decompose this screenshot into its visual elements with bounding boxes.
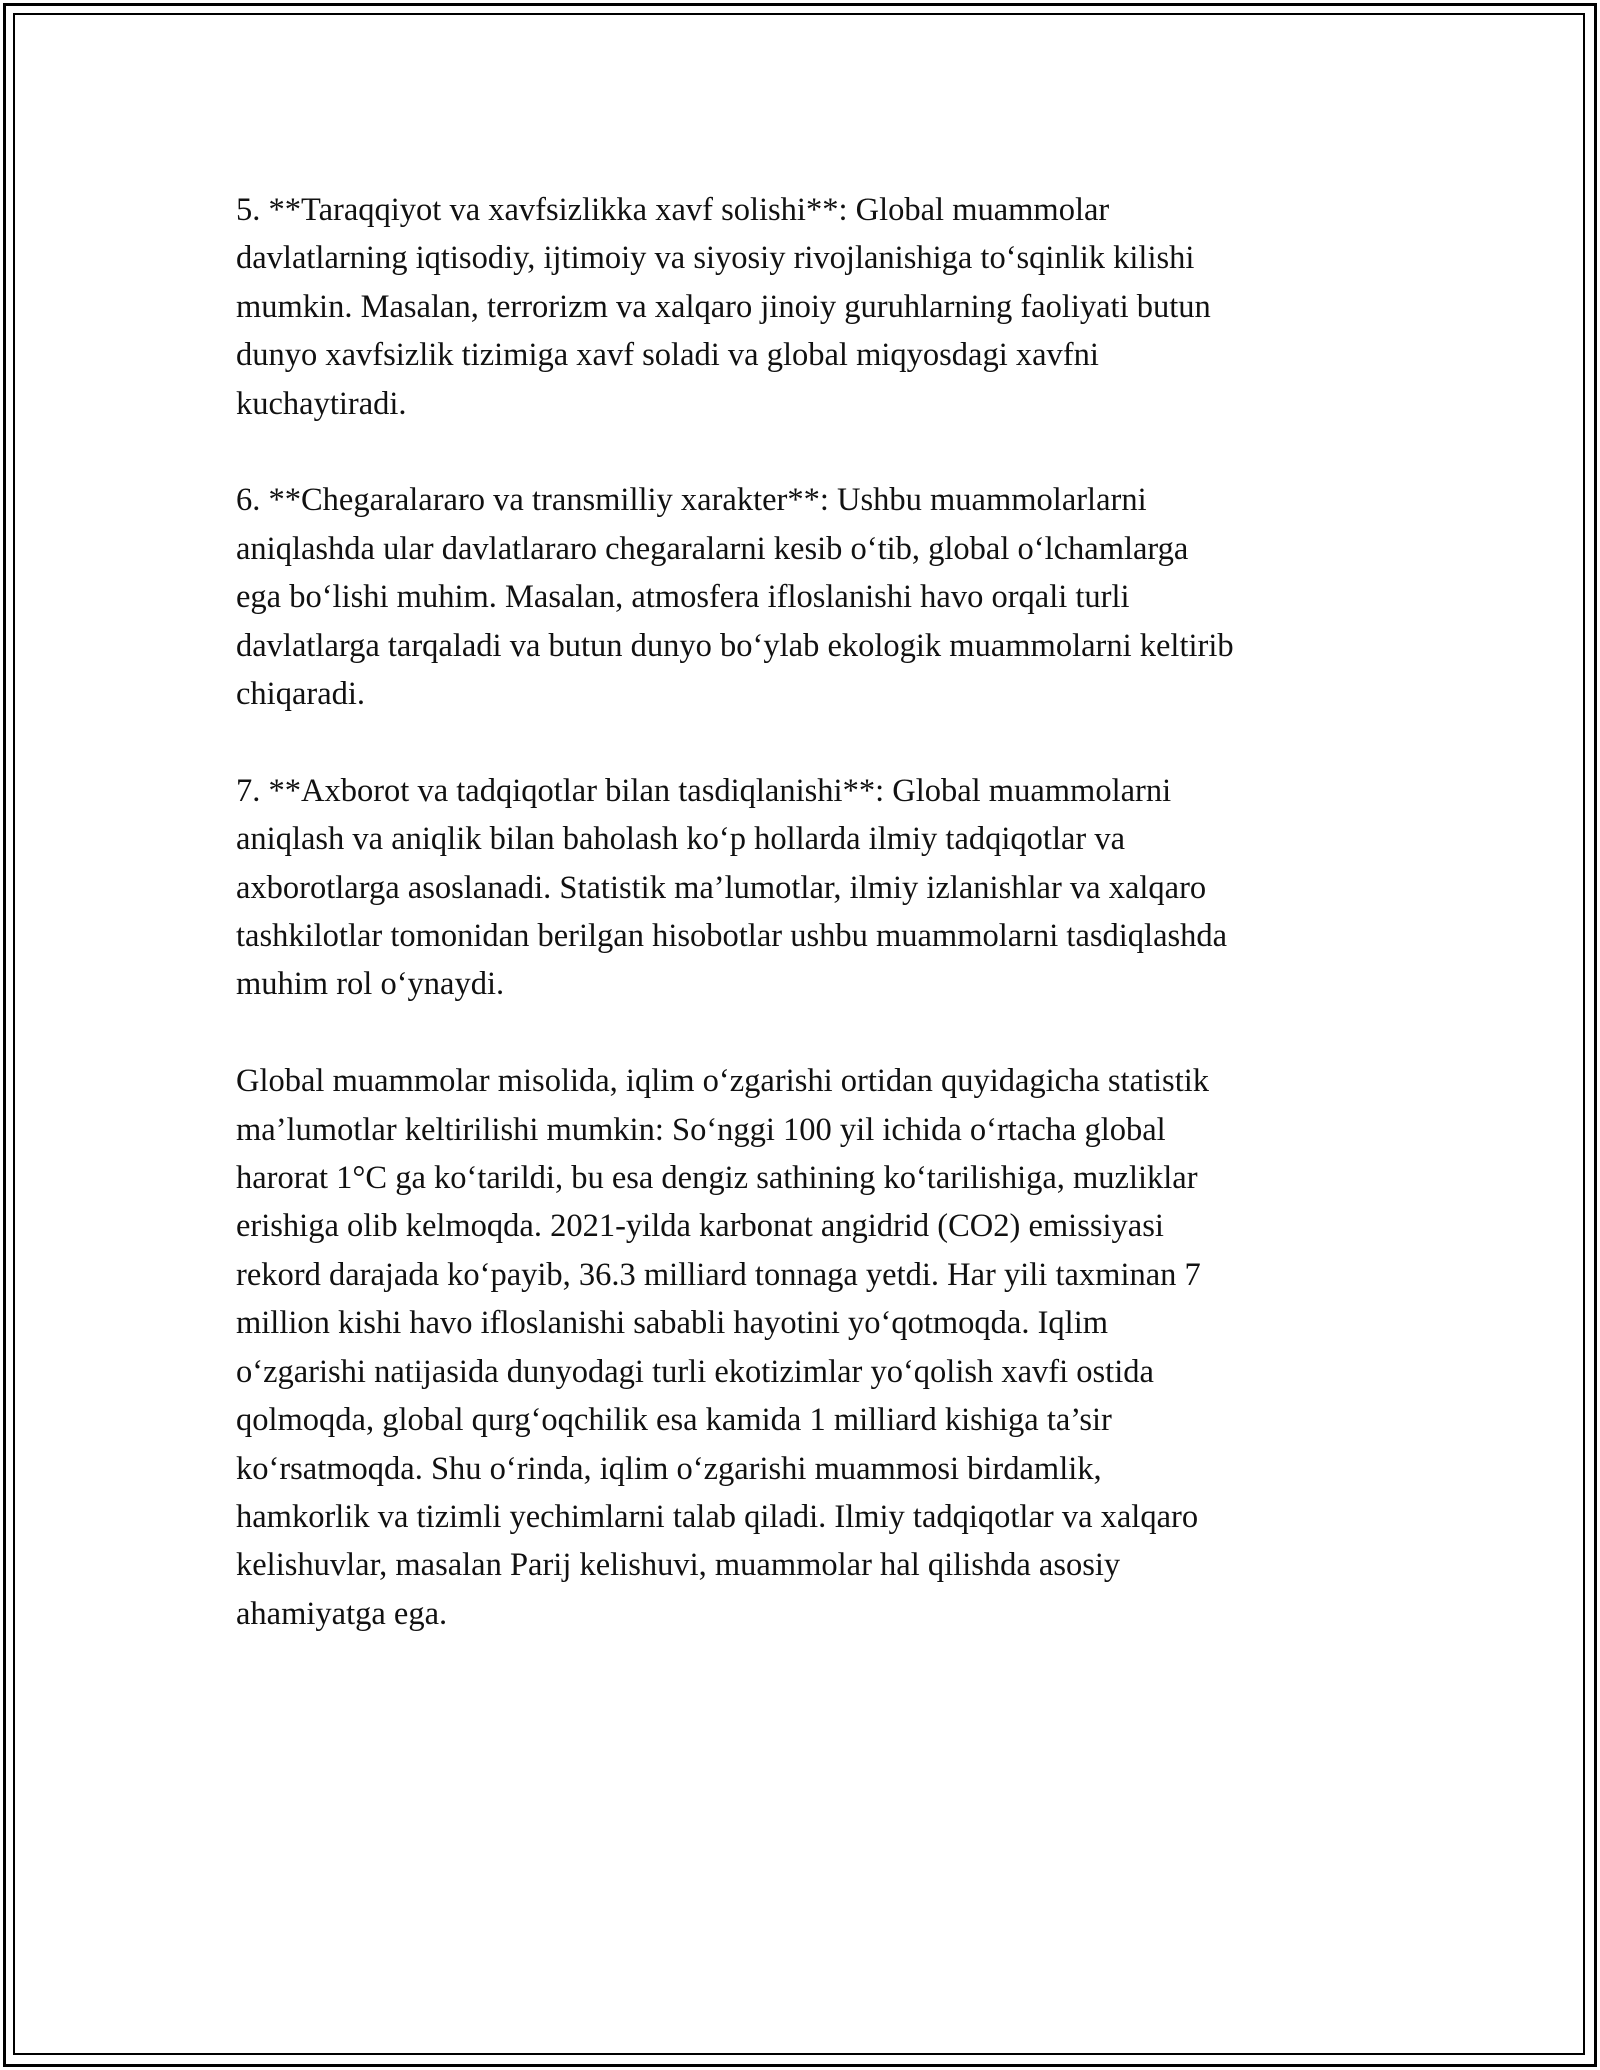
paragraph-climate-statistics: Global muammolar misolida, iqlim o‘zgarishi ortidan quyidagicha statistik ma’lumotlar keltirilishi mumkin: So‘nggi 100 yil ichida o‘rtacha global harorat 1°C ga ko‘tarildi, bu esa dengiz sathining ko‘tarilishiga, muzliklar erishiga olib kelmoqda. 2021-yilda karbonat angidrid (CO2) emissiyasi rekord darajada ko‘payib, 36.3 milliard tonnaga yetdi. Har yili taxminan 7 million kishi havo ifloslanishi sababli hayotini yo‘qotmoqda. Iqlim o‘zgarishi natijasida dunyodagi turli ekotizimlar yo‘qolish xavfi ostida qolmoqda, global qurg‘oqchilik esa kamida 1 milliard kishiga ta’sir ko‘rsatmoqda. Shu o‘rinda, iqlim o‘zgarishi muammosi birdamlik, hamkorlik va tizimli yechimlarni talab qiladi. Ilmiy tadqiqotlar va xalqaro kelishuvlar, masalan Parij kelishuvi, muammolar hal qilishda asosiy ahamiyatga ega. [236, 1063, 1210, 1632]
paragraph-item-7: 7. **Axborot va tadqiqotlar bilan tasdiqlanishi**: Global muammolarni aniqlash va aniqlik bilan baholash ko‘p hollarda ilmiy tadqiqotlar va axborotlarga asoslanadi. Statistik ma’lumotlar, ilmiy izlanishlar va xalqaro tashkilotlar tomonidan berilgan hisobotlar ushbu muammolarni tasdiqlashda muhim rol o‘ynaydi. [236, 772, 1228, 1003]
paragraph-item-6: 6. **Chegaralararo va transmilliy xarakter**: Ushbu muammolarlarni aniqlashda ular davlatlararo chegaralarni kesib o‘tib, global o‘lchamlarga ega bo‘lishi muhim. Masalan, atmosfera ifloslanishi havo orqali turli davlatlarga tarqaladi va butun dunyo bo‘ylab ekologik muammolarni keltirib chiqaradi. [236, 482, 1234, 713]
paragraph-item-5: 5. **Taraqqiyot va xavfsizlikka xavf solishi**: Global muammolar davlatlarning iqtisodiy, ijtimoiy va siyosiy rivojlanishiga to‘sqinlik kilishi mumkin. Masalan, terrorizm va xalqaro jinoiy guruhlarning faoliyati butun dunyo xavfsizlik tizimiga xavf soladi va global miqyosdagi xavfni kuchaytiradi. [236, 192, 1211, 422]
document-body [236, 186, 1376, 1687]
